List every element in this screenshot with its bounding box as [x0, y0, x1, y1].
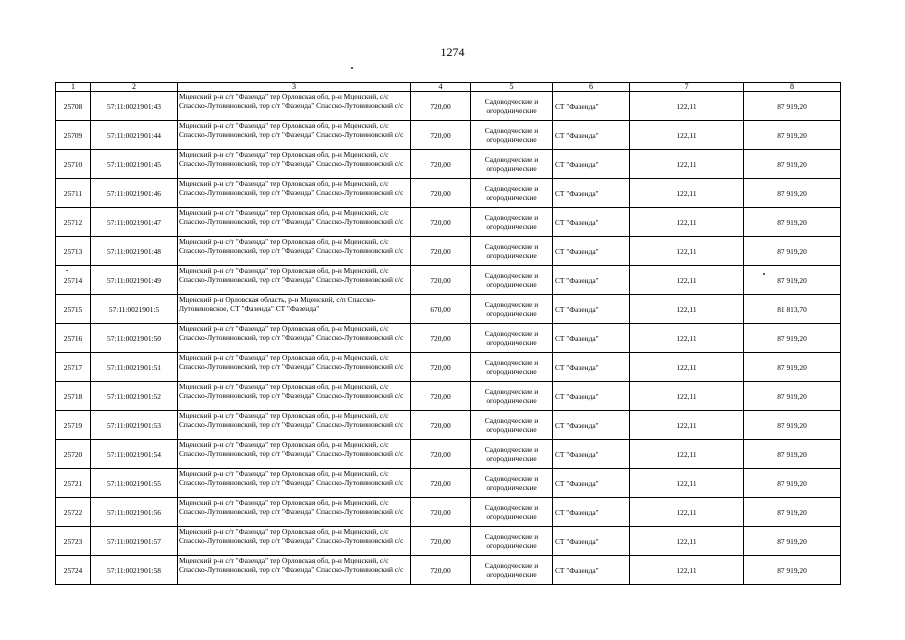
area-cell: 720,00: [411, 469, 471, 498]
cadastral-value-cell: 87 919,20: [744, 440, 841, 469]
rate-cell: 122,11: [630, 382, 744, 411]
cadastral-number-cell: 57:11:0021901:54: [91, 440, 178, 469]
address-cell: Мценский р-н с/т "Фазенда" тер Орловская обл, р-н Мценский, с/с Спасско-Лутовиновский, тер с/т "Фазенда" Спасско-Лутовиновский с/с: [178, 121, 411, 150]
rate-cell: 122,11: [630, 208, 744, 237]
row-number-cell: 25714: [56, 266, 91, 295]
cadastral-number-cell: 57:11:0021901:44: [91, 121, 178, 150]
row-number-cell: 25711: [56, 179, 91, 208]
address-cell: Мценский р-н с/т "Фазенда" тер Орловская обл, р-н Мценский, с/с Спасско-Лутовиновский, тер с/т "Фазенда" Спасско-Лутовиновский с/с: [178, 208, 411, 237]
address-cell: Мценский р-н с/т "Фазенда" тер Орловская обл, р-н Мценский, с/с Спасско-Лутовиновский, тер с/т "Фазенда" Спасско-Лутовиновский с/с: [178, 179, 411, 208]
rate-cell: 122,11: [630, 527, 744, 556]
address-cell: Мценский р-н с/т "Фазенда" тер Орловская обл, р-н Мценский, с/с Спасско-Лутовиновский, тер с/т "Фазенда" Спасско-Лутовиновский с/с: [178, 237, 411, 266]
column-header: 2: [91, 83, 178, 92]
table-row: [56, 266, 841, 295]
cadastral-value-cell: 87 919,20: [744, 382, 841, 411]
table-row: [56, 150, 841, 179]
cadastral-number-cell: 57:11:0021901:52: [91, 382, 178, 411]
rate-cell: 122,11: [630, 150, 744, 179]
rate-cell: 122,11: [630, 353, 744, 382]
table-row: [56, 208, 841, 237]
cadastral-number-cell: 57:11:0021901:45: [91, 150, 178, 179]
cadastral-number-cell: 57:11:0021901:56: [91, 498, 178, 527]
organization-cell: СТ "Фазенда": [553, 150, 630, 179]
row-number-cell: 25716: [56, 324, 91, 353]
rate-cell: 122,11: [630, 92, 744, 121]
area-cell: 720,00: [411, 411, 471, 440]
cadastral-number-cell: 57:11:0021901:58: [91, 556, 178, 585]
column-header: 3: [178, 83, 411, 92]
cadastral-value-cell: 87 919,20: [744, 237, 841, 266]
table-row: [56, 121, 841, 150]
address-cell: Мценский р-н с/т "Фазенда" тер Орловская обл, р-н Мценский, с/с Спасско-Лутовиновский, тер с/т "Фазенда" Спасско-Лутовиновский с/с: [178, 440, 411, 469]
organization-cell: СТ "Фазенда": [553, 324, 630, 353]
register-table: [55, 82, 841, 585]
land-category-cell: Садоводческие и огороднические: [471, 469, 553, 498]
land-category-cell: Садоводческие и огороднические: [471, 92, 553, 121]
address-cell: Мценский р-н с/т "Фазенда" тер Орловская обл, р-н Мценский, с/с Спасско-Лутовиновский, тер с/т "Фазенда" Спасско-Лутовиновский с/с: [178, 527, 411, 556]
rate-cell: 122,11: [630, 324, 744, 353]
cadastral-value-cell: 87 919,20: [744, 411, 841, 440]
area-cell: 720,00: [411, 498, 471, 527]
row-number-cell: 25710: [56, 150, 91, 179]
rate-cell: 122,11: [630, 469, 744, 498]
area-cell: 720,00: [411, 121, 471, 150]
address-cell: Мценский р-н с/т "Фазенда" тер Орловская обл, р-н Мценский, с/с Спасско-Лутовиновский, тер с/т "Фазенда" Спасско-Лутовиновский с/с: [178, 469, 411, 498]
address-cell: Мценский р-н с/т "Фазенда" тер Орловская обл, р-н Мценский, с/с Спасско-Лутовиновский, тер с/т "Фазенда" Спасско-Лутовиновский с/с: [178, 411, 411, 440]
organization-cell: СТ "Фазенда": [553, 353, 630, 382]
column-header: 6: [553, 83, 630, 92]
organization-cell: СТ "Фазенда": [553, 527, 630, 556]
address-cell: Мценский р-н с/т "Фазенда" тер Орловская обл, р-н Мценский, с/с Спасско-Лутовиновский, тер с/т "Фазенда" Спасско-Лутовиновский с/с: [178, 150, 411, 179]
land-category-cell: Садоводческие и огороднические: [471, 324, 553, 353]
address-cell: Мценский р-н с/т "Фазенда" тер Орловская обл, р-н Мценский, с/с Спасско-Лутовиновский, тер с/т "Фазенда" Спасско-Лутовиновский с/с: [178, 382, 411, 411]
column-header: 4: [411, 83, 471, 92]
area-cell: 720,00: [411, 556, 471, 585]
register-body: [56, 92, 841, 585]
area-cell: 720,00: [411, 440, 471, 469]
cadastral-value-cell: 81 813,70: [744, 295, 841, 324]
address-cell: Мценский р-н с/т "Фазенда" тер Орловская обл, р-н Мценский, с/с Спасско-Лутовиновский, тер с/т "Фазенда" Спасско-Лутовиновский с/с: [178, 353, 411, 382]
land-category-cell: Садоводческие и огороднические: [471, 498, 553, 527]
cadastral-number-cell: 57:11:0021901:50: [91, 324, 178, 353]
cadastral-value-cell: 87 919,20: [744, 469, 841, 498]
area-cell: 720,00: [411, 353, 471, 382]
land-category-cell: Садоводческие и огороднические: [471, 382, 553, 411]
cadastral-value-cell: 87 919,20: [744, 179, 841, 208]
cadastral-number-cell: 57:11:0021901:53: [91, 411, 178, 440]
cadastral-value-cell: 87 919,20: [744, 92, 841, 121]
area-cell: 720,00: [411, 237, 471, 266]
cadastral-number-cell: 57:11:0021901:43: [91, 92, 178, 121]
rate-cell: 122,11: [630, 179, 744, 208]
land-category-cell: Садоводческие и огороднические: [471, 353, 553, 382]
row-number-cell: 25722: [56, 498, 91, 527]
row-number-cell: 25709: [56, 121, 91, 150]
cadastral-value-cell: 87 919,20: [744, 527, 841, 556]
table-row: [56, 295, 841, 324]
column-header: 1: [56, 83, 91, 92]
table-row: [56, 179, 841, 208]
organization-cell: СТ "Фазенда": [553, 92, 630, 121]
cadastral-value-cell: 87 919,20: [744, 150, 841, 179]
table-row: [56, 92, 841, 121]
area-cell: 720,00: [411, 382, 471, 411]
land-category-cell: Садоводческие и огороднические: [471, 556, 553, 585]
land-category-cell: Садоводческие и огороднические: [471, 179, 553, 208]
organization-cell: СТ "Фазенда": [553, 382, 630, 411]
rate-cell: 122,11: [630, 121, 744, 150]
organization-cell: СТ "Фазенда": [553, 121, 630, 150]
row-number-cell: 25718: [56, 382, 91, 411]
column-header: 8: [744, 83, 841, 92]
rate-cell: 122,11: [630, 440, 744, 469]
table-row: [56, 411, 841, 440]
rate-cell: 122,11: [630, 237, 744, 266]
table-row: [56, 527, 841, 556]
cadastral-value-cell: 87 919,20: [744, 121, 841, 150]
land-category-cell: Садоводческие и огороднические: [471, 121, 553, 150]
cadastral-value-cell: 87 919,20: [744, 556, 841, 585]
area-cell: 670,00: [411, 295, 471, 324]
rate-cell: 122,11: [630, 411, 744, 440]
cadastral-number-cell: 57:11:0021901:47: [91, 208, 178, 237]
organization-cell: СТ "Фазенда": [553, 440, 630, 469]
column-header: 5: [471, 83, 553, 92]
address-cell: Мценский р-н с/т "Фазенда" тер Орловская обл, р-н Мценский, с/с Спасско-Лутовиновский, тер с/т "Фазенда" Спасско-Лутовиновский с/с: [178, 92, 411, 121]
cadastral-number-cell: 57:11:0021901:5: [91, 295, 178, 324]
cadastral-value-cell: 87 919,20: [744, 498, 841, 527]
cadastral-number-cell: 57:11:0021901:46: [91, 179, 178, 208]
land-category-cell: Садоводческие и огороднические: [471, 295, 553, 324]
organization-cell: СТ "Фазенда": [553, 208, 630, 237]
cadastral-number-cell: 57:11:0021901:55: [91, 469, 178, 498]
land-category-cell: Садоводческие и огороднические: [471, 527, 553, 556]
cadastral-value-cell: 87 919,20: [744, 266, 841, 295]
page-number: 1274: [440, 45, 465, 59]
organization-cell: СТ "Фазенда": [553, 237, 630, 266]
area-cell: 720,00: [411, 266, 471, 295]
row-number-cell: 25723: [56, 527, 91, 556]
table-row: [56, 498, 841, 527]
rate-cell: 122,11: [630, 295, 744, 324]
address-cell: Мценский р-н с/т "Фазенда" тер Орловская обл, р-н Мценский, с/с Спасско-Лутовиновский, тер с/т "Фазенда" Спасско-Лутовиновский с/с: [178, 266, 411, 295]
row-number-cell: 25724: [56, 556, 91, 585]
land-category-cell: Садоводческие и огороднические: [471, 411, 553, 440]
table-row: [56, 382, 841, 411]
address-cell: Мценский р-н с/т "Фазенда" тер Орловская обл, р-н Мценский, с/с Спасско-Лутовиновский, тер с/т "Фазенда" Спасско-Лутовиновский с/с: [178, 556, 411, 585]
cadastral-value-cell: 87 919,20: [744, 208, 841, 237]
land-category-cell: Садоводческие и огороднические: [471, 440, 553, 469]
row-number-cell: 25721: [56, 469, 91, 498]
organization-cell: СТ "Фазенда": [553, 411, 630, 440]
area-cell: 720,00: [411, 208, 471, 237]
rate-cell: 122,11: [630, 266, 744, 295]
address-cell: Мценский р-н с/т "Фазенда" тер Орловская обл, р-н Мценский, с/с Спасско-Лутовиновский, тер с/т "Фазенда" Спасско-Лутовиновский с/с: [178, 498, 411, 527]
row-number-cell: 25713: [56, 237, 91, 266]
table-row: [56, 324, 841, 353]
cadastral-value-cell: 87 919,20: [744, 353, 841, 382]
cadastral-number-cell: 57:11:0021901:49: [91, 266, 178, 295]
table-row: [56, 556, 841, 585]
cadastral-number-cell: 57:11:0021901:48: [91, 237, 178, 266]
row-number-cell: 25712: [56, 208, 91, 237]
rate-cell: 122,11: [630, 498, 744, 527]
address-cell: Мценский р-н с/т "Фазенда" тер Орловская обл, р-н Мценский, с/с Спасско-Лутовиновский, тер с/т "Фазенда" Спасско-Лутовиновский с/с: [178, 324, 411, 353]
land-category-cell: Садоводческие и огороднические: [471, 237, 553, 266]
column-number-row: [56, 83, 841, 92]
organization-cell: СТ "Фазенда": [553, 295, 630, 324]
row-number-cell: 25720: [56, 440, 91, 469]
land-category-cell: Садоводческие и огороднические: [471, 208, 553, 237]
row-number-cell: 25719: [56, 411, 91, 440]
address-cell: Мценский р-н Орловская область, р-н Мценский, с/п Спасско-Лутовиновское, СТ "Фазенда" СТ "Фазенда": [178, 295, 411, 324]
area-cell: 720,00: [411, 324, 471, 353]
row-number-cell: 25715: [56, 295, 91, 324]
area-cell: 720,00: [411, 527, 471, 556]
table-row: [56, 353, 841, 382]
rate-cell: 122,11: [630, 556, 744, 585]
area-cell: 720,00: [411, 179, 471, 208]
cadastral-number-cell: 57:11:0021901:57: [91, 527, 178, 556]
cadastral-value-cell: 87 919,20: [744, 324, 841, 353]
row-number-cell: 25708: [56, 92, 91, 121]
organization-cell: СТ "Фазенда": [553, 556, 630, 585]
table-row: [56, 469, 841, 498]
area-cell: 720,00: [411, 92, 471, 121]
table-row: [56, 237, 841, 266]
organization-cell: СТ "Фазенда": [553, 266, 630, 295]
organization-cell: СТ "Фазенда": [553, 469, 630, 498]
table-row: [56, 440, 841, 469]
land-category-cell: Садоводческие и огороднические: [471, 150, 553, 179]
organization-cell: СТ "Фазенда": [553, 179, 630, 208]
area-cell: 720,00: [411, 150, 471, 179]
row-number-cell: 25717: [56, 353, 91, 382]
cadastral-number-cell: 57:11:0021901:51: [91, 353, 178, 382]
land-category-cell: Садоводческие и огороднические: [471, 266, 553, 295]
column-header: 7: [630, 83, 744, 92]
scan-speck: [351, 67, 353, 69]
organization-cell: СТ "Фазенда": [553, 498, 630, 527]
